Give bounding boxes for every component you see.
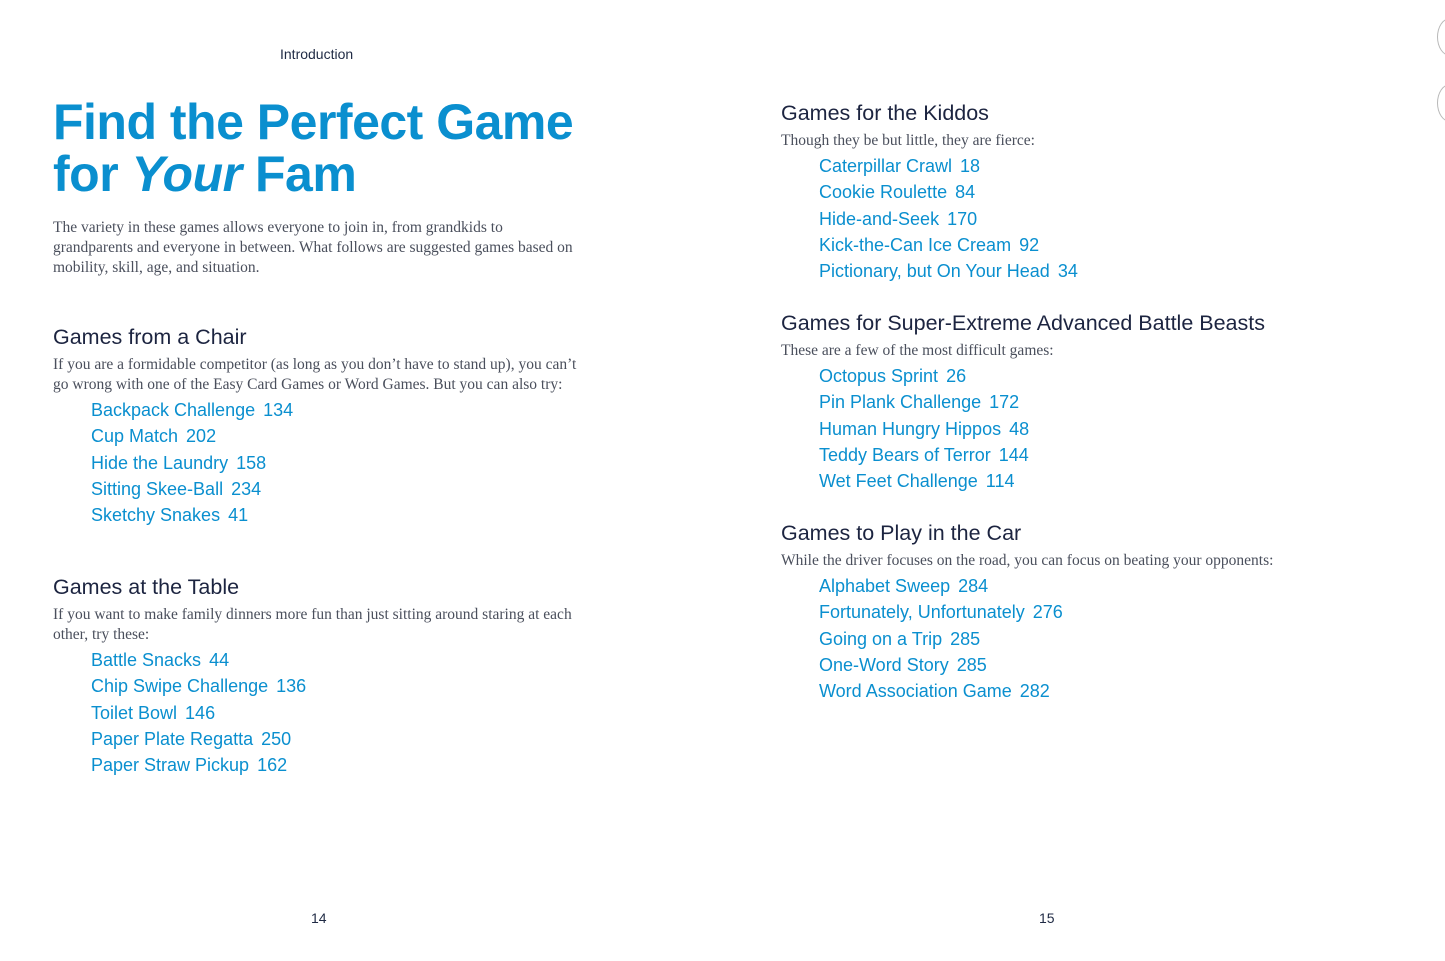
game-link[interactable]: Teddy Bears of Terror 144 (819, 444, 1029, 465)
section-description: If you are a formidable competitor (as long as you don’t have to stand up), you can’t go wrong with one of the Easy Card Games or Word Games. But you can also try: (53, 356, 577, 393)
section-heading: Games at the Table (53, 575, 240, 599)
game-link[interactable]: Cup Match 202 (91, 426, 217, 447)
section-games-for-battle-beasts (781, 310, 1401, 494)
running-head: Introduction (280, 46, 354, 62)
title-line-2-pre: for (53, 146, 132, 202)
game-list (781, 363, 1401, 494)
intro-paragraph: The variety in these games allows everyone to join in, from grandkids to grandparents and everyone in between. What follows are suggested games based on mobility, skill, age, and situation. (53, 219, 573, 276)
section-heading: Games for Super-Extreme Advanced Battle Beasts (781, 311, 1265, 335)
game-link[interactable]: Caterpillar Crawl 18 (819, 156, 981, 176)
title-line-2-post: Fam (241, 146, 357, 202)
game-link[interactable]: Sketchy Snakes 41 (91, 505, 249, 526)
game-link[interactable]: Toilet Bowl 146 (91, 702, 216, 723)
section-description: If you want to make family dinners more fun than just sitting around staring at each other, try these: (53, 606, 572, 643)
page-ref: 284 (958, 576, 989, 596)
game-link[interactable]: Sitting Skee-Ball 234 (91, 478, 262, 499)
page-ref: 170 (947, 208, 978, 229)
page-ref: 282 (1019, 681, 1050, 702)
game-list (53, 397, 593, 528)
game-link[interactable]: One-Word Story 285 (819, 654, 987, 675)
section-games-at-the-table (53, 574, 573, 778)
page-ref: 285 (956, 654, 987, 675)
game-link[interactable]: Pin Plank Challenge 172 (819, 392, 1020, 413)
section-games-in-the-car (781, 520, 1281, 704)
page-ref: 136 (276, 676, 307, 697)
page-ref: 48 (1009, 418, 1030, 439)
viewer-edge-button[interactable] (1437, 84, 1445, 122)
game-link[interactable]: Word Association Game 282 (819, 681, 1050, 702)
left-page (0, 0, 722, 961)
page-ref: 234 (231, 478, 262, 499)
section-heading: Games to Play in the Car (781, 521, 1022, 545)
section-heading: Games for the Kiddos (781, 101, 989, 125)
page-ref: 114 (985, 471, 1015, 492)
section-description: These are a few of the most difficult games: (781, 342, 1054, 359)
page-ref: 44 (209, 650, 230, 670)
right-page (722, 0, 1445, 961)
section-description: Though they be but little, they are fierce: (781, 132, 1035, 149)
game-link[interactable]: Cookie Roulette 84 (819, 182, 976, 203)
game-link[interactable]: Pictionary, but On Your Head 34 (819, 261, 1078, 282)
page-ref: 285 (950, 628, 981, 649)
title-line-2-italic: Your (131, 146, 242, 202)
game-link[interactable]: Wet Feet Challenge 114 (819, 471, 1015, 492)
game-link[interactable]: Going on a Trip 285 (819, 628, 981, 649)
page-title (53, 96, 573, 200)
game-list (53, 647, 573, 778)
game-link[interactable]: Chip Swipe Challenge 136 (91, 676, 307, 697)
game-list (781, 153, 1381, 284)
viewer-edge-button[interactable] (1437, 18, 1445, 56)
page-ref: 134 (263, 400, 294, 420)
page-ref: 250 (261, 728, 292, 749)
section-description: While the driver focuses on the road, you can focus on beating your opponents: (781, 552, 1274, 569)
page-ref: 276 (1032, 602, 1063, 623)
page-ref: 144 (998, 444, 1029, 465)
title-line-1: Find the Perfect Game (53, 94, 574, 150)
page-number: 15 (1039, 910, 1055, 926)
game-link[interactable]: Human Hungry Hippos 48 (819, 418, 1030, 439)
game-link[interactable]: Kick-the-Can Ice Cream 92 (819, 234, 1040, 255)
game-link[interactable]: Backpack Challenge 134 (91, 400, 294, 420)
page-ref: 34 (1057, 261, 1078, 282)
game-link[interactable]: Fortunately, Unfortunately 276 (819, 602, 1063, 623)
page-ref: 84 (955, 182, 976, 203)
page-ref: 202 (186, 426, 217, 447)
game-link[interactable]: Alphabet Sweep 284 (819, 576, 989, 596)
page-ref: 26 (946, 366, 967, 386)
page-ref: 162 (257, 755, 288, 776)
page-ref: 172 (989, 392, 1020, 413)
section-games-for-the-kiddos (781, 100, 1381, 284)
game-link[interactable]: Octopus Sprint 26 (819, 366, 967, 386)
game-link[interactable]: Paper Straw Pickup 162 (91, 755, 288, 776)
section-heading: Games from a Chair (53, 325, 247, 349)
page-number: 14 (311, 910, 327, 926)
page-ref: 92 (1019, 234, 1040, 255)
game-list (781, 573, 1281, 704)
game-link[interactable]: Paper Plate Regatta 250 (91, 728, 292, 749)
page-ref: 158 (236, 452, 267, 473)
game-link[interactable]: Hide the Laundry 158 (91, 452, 267, 473)
game-link[interactable]: Hide-and-Seek 170 (819, 208, 978, 229)
game-link[interactable]: Battle Snacks 44 (91, 650, 230, 670)
page-ref: 146 (185, 702, 216, 723)
page-ref: 41 (228, 505, 249, 526)
section-games-from-a-chair (53, 324, 593, 528)
page-ref: 18 (960, 156, 981, 176)
